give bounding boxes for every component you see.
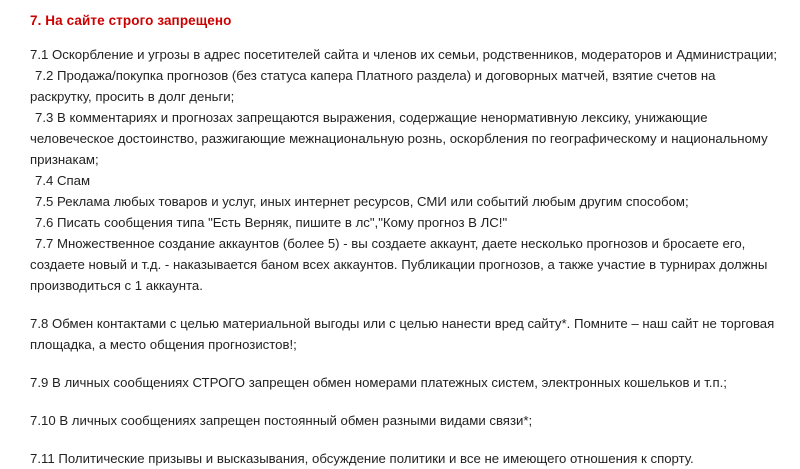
rule-text: Множественное создание аккаунтов (более 5) - вы создаете аккаунт, даете несколько прогнозов и бросаете его, создаете новый и т.д. - наказывается баном всех аккаунтов. Публикации прогнозов, а также участие в турнирах должны производиться с 1 аккаунта. [30, 236, 768, 293]
rule-number: 7.6 [35, 215, 54, 230]
rule-item [30, 212, 778, 233]
rule-item [30, 65, 778, 107]
rule-number: 7.8 [30, 316, 49, 331]
page-title: 7. На сайте строго запрещено [30, 13, 232, 28]
rule-number: 7.7 [35, 236, 54, 251]
rule-number: 7.5 [35, 194, 54, 209]
rule-item [30, 233, 778, 296]
rules-list [30, 44, 778, 469]
rule-text: Политические призывы и высказывания, обсуждение политики и все не имеющего отношения к спорту. [58, 451, 694, 466]
rule-number: 7.4 [35, 173, 54, 188]
rule-number: 7.11 [30, 451, 55, 466]
rule-text: Оскорбление и угрозы в адрес посетителей сайта и членов их семьи, родственников, модераторов и Администрации; [52, 47, 778, 62]
rule-number: 7.2 [35, 68, 54, 83]
rule-item [30, 44, 778, 65]
rule-number: 7.3 [35, 110, 54, 125]
rule-text: В личных сообщениях СТРОГО запрещен обмен номерами платежных систем, электронных кошельков и т.п.; [52, 375, 727, 390]
rule-item [30, 410, 778, 431]
rule-item [30, 170, 778, 191]
rule-text: Спам [57, 173, 91, 188]
rule-text: Писать сообщения типа "Есть Верняк, пишите в лс","Кому прогноз В ЛС!" [57, 215, 508, 230]
rule-text: В комментариях и прогнозах запрещаются выражения, содержащие ненормативную лексику, унижающие человеческое достоинство, разжигающие межнациональную рознь, оскорбления по географическому и национальному признакам; [30, 110, 768, 167]
rule-item [30, 191, 778, 212]
rule-item [30, 448, 778, 469]
rule-text: Реклама любых товаров и услуг, иных интернет ресурсов, СМИ или событий любым другим способом; [57, 194, 689, 209]
rule-number: 7.10 [30, 413, 56, 428]
rule-number: 7.1 [30, 47, 49, 62]
rule-text: В личных сообщениях запрещен постоянный обмен разными видами связи*; [59, 413, 533, 428]
rule-item [30, 372, 778, 393]
rule-number: 7.9 [30, 375, 49, 390]
rule-text: Продажа/покупка прогнозов (без статуса капера Платного раздела) и договорных матчей, взятие счетов на раскрутку, просить в долг деньги; [30, 68, 716, 104]
rule-item [30, 107, 778, 170]
rule-item [30, 313, 778, 355]
rule-text: Обмен контактами с целью материальной выгоды или с целью нанести вред сайту*. Помните – наш сайт не торговая площадка, а место общения прогнозистов!; [30, 316, 775, 352]
